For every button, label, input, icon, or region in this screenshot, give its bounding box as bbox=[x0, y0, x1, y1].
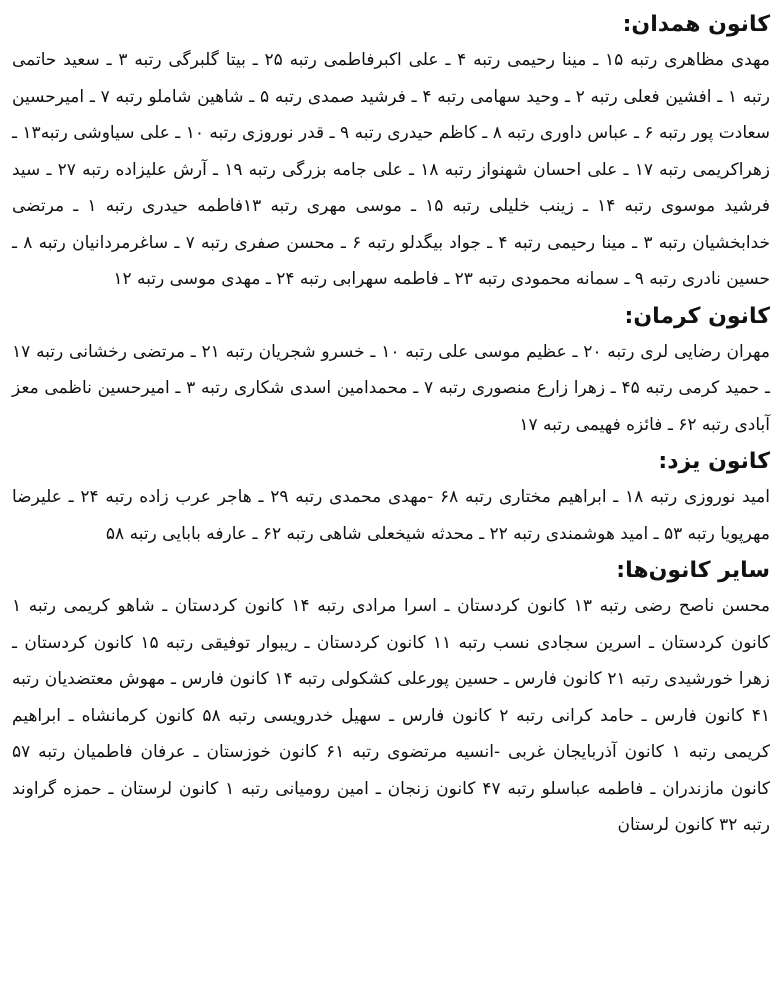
section-kerman bbox=[12, 300, 770, 444]
section-title-kerman: کانون کرمان: bbox=[624, 303, 770, 329]
section-other-centers bbox=[12, 554, 770, 844]
section-text-yazd: امید نوروزی رتبه ۱۸ ـ ابراهیم مختاری رتبه ۶۸ -مهدی محمدی رتبه ۲۹ ـ هاجر عرب زاده رتبه ۲۴ ـ علیرضا مهرپویا رتبه ۵۳ ـ امید هوشمندی رتبه ۲۲ ـ محدثه شیخعلی شاهی رتبه ۶۲ ـ عارفه بابایی رتبه ۵۸ bbox=[12, 487, 771, 544]
section-text-hamedan: مهدی مظاهری رتبه ۱۵ ـ مینا رحیمی رتبه ۴ ـ علی اکبرفاطمی رتبه ۲۵ ـ بیتا گلبرگی رتبه ۳ ـ سعید حاتمی رتبه ۱ ـ افشین فعلی رتبه ۲ ـ وحید سهامی رتبه ۴ ـ فرشید صمدی رتبه ۵ ـ شاهین شاملو رتبه ۷ ـ امیرحسین سعادت پور رتبه ۶ ـ عباس داوری رتبه ۸ ـ کاظم حیدری رتبه ۹ ـ قدر نوروزی رتبه ۱۰ ـ علی سیاوشی رتبه۱۳ ـ زهراکریمی رتبه ۱۷ ـ علی احسان شهنواز رتبه ۱۸ ـ علی جامه بزرگی رتبه ۱۹ ـ آرش علیزاده رتبه ۲۷ ـ سید فرشید موسوی رتبه ۱۴ ـ زینب خلیلی رتبه ۱۵ ـ موسی مهری رتبه ۱۳فاطمه حیدری رتبه ۱ ـ مرتضی خدابخشیان رتبه ۳ ـ مینا رحیمی رتبه ۴ ـ جواد بیگدلو رتبه ۶ ـ محسن صفری رتبه ۷ ـ ساغرمردانیان رتبه ۸ ـ حسین نادری رتبه ۹ ـ سمانه محمودی رتبه ۲۳ ـ فاطمه سهرابی رتبه ۲۴ ـ مهدی موسی رتبه ۱۲ bbox=[12, 50, 771, 289]
section-hamedan bbox=[12, 8, 770, 298]
section-title-yazd: کانون یزد: bbox=[658, 449, 770, 474]
section-yazd bbox=[12, 445, 770, 552]
section-title-hamedan: کانون همدان: bbox=[622, 12, 770, 37]
section-title-other-centers: سایر کانون‌ها: bbox=[616, 558, 770, 583]
section-text-kerman: مهران رضایی لری رتبه ۲۰ ـ عظیم موسی علی رتبه ۱۰ ـ خسرو شجریان رتبه ۲۱ ـ مرتضی رخشانی رتبه ۱۷ ـ حمید کرمی رتبه ۴۵ ـ زهرا زارع منصوری رتبه ۷ ـ محمدامین اسدی شکاری رتبه ۳ ـ امیرحسین ناظمی معز آبادی رتبه ۶۲ ـ فائزه فهیمی رتبه ۱۷ bbox=[12, 341, 771, 435]
section-text-other-centers: محسن ناصح رضی رتبه ۱۳ کانون کردستان ـ اسرا مرادی رتبه ۱۴ کانون کردستان ـ شاهو کریمی رتبه ۱ کانون کردستان ـ اسرین سجادی نسب رتبه ۱۱ کانون کردستان ـ ریبوار توفیقی رتبه ۱۵ کانون کردستان ـ زهرا خورشیدی رتبه ۲۱ کانون فارس ـ حسین پورعلی کشکولی رتبه ۱۴ کانون فارس ـ مهوش معتضدیان رتبه ۴۱ کانون فارس ـ حامد کرانی رتبه ۲ کانون فارس ـ سهیل خدرویسی رتبه ۵۸ کانون کرمانشاه ـ ابراهیم کریمی رتبه ۱ کانون آذربایجان غربی -انسیه مرتضوی رتبه ۶۱ کانون خوزستان ـ عرفان فاطمیان رتبه ۵۷ کانون مازندران ـ فاطمه عباسلو رتبه ۴۷ کانون زنجان ـ امین رومیانی رتبه ۱ کانون لرستان ـ حمزه گراوند رتبه ۳۲ کانون لرستان bbox=[12, 596, 770, 835]
